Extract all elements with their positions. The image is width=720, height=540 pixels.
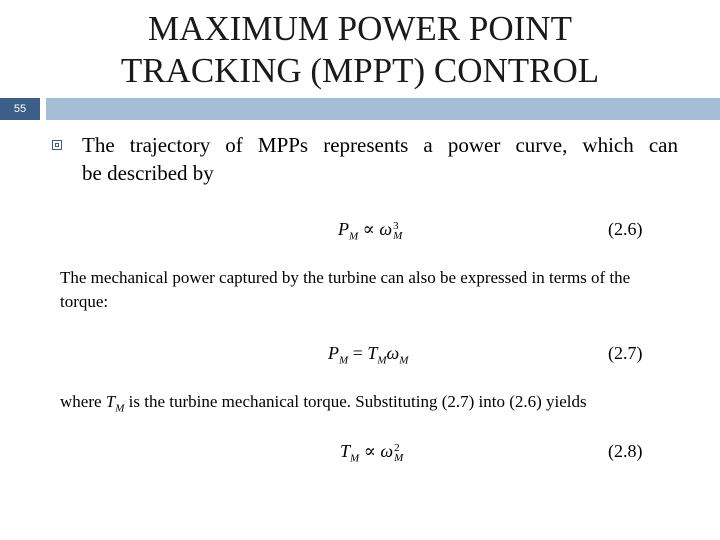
eq3-operator: ∝ <box>363 441 376 461</box>
eq3-rhs-sup: 2 <box>394 441 400 454</box>
eq2-lhs-sub: M <box>339 354 349 367</box>
body-text-1-line-1: The mechanical power captured by the turbine can also be expressed in terms of the <box>60 268 631 287</box>
equation-2-7 <box>328 342 408 372</box>
slide-title-line-1: MAXIMUM POWER POINT <box>148 9 572 48</box>
body-text-2-var-sub: M <box>115 402 125 415</box>
body-text-2 <box>60 390 658 420</box>
eq2-rhs1: T <box>367 343 378 363</box>
eq2-rhs-sub: M <box>399 354 409 367</box>
slide-title <box>0 8 720 92</box>
bullet-line-1: The trajectory of MPPs represents a power curve, which can <box>82 133 678 157</box>
bullet-paragraph <box>82 131 678 187</box>
body-text-2-before: where <box>60 392 102 411</box>
body-text-2-var: T <box>105 392 116 411</box>
eq1-rhs-sub: M <box>393 229 403 242</box>
eq2-rhs: ω <box>386 343 400 363</box>
square-bullet-icon <box>52 140 62 150</box>
accent-bar <box>46 98 720 120</box>
eq2-rhs1-sub: M <box>377 354 387 367</box>
bullet-line-2: be described by <box>82 161 214 185</box>
eq2-lhs: P <box>328 343 339 363</box>
body-text-2-after: is the turbine mechanical torque. Substituting (2.7) into (2.6) yields <box>128 392 587 411</box>
eq1-rhs-sup: 3 <box>393 219 399 232</box>
equation-2-8 <box>340 440 403 470</box>
eq3-rhs-sub: M <box>394 451 404 464</box>
eq3-rhs: ω <box>380 441 394 461</box>
eq1-lhs-sub: M <box>349 230 359 243</box>
page-number: 55 <box>0 98 40 120</box>
eq3-lhs: T <box>340 441 351 461</box>
eq3-lhs-sub: M <box>350 452 360 465</box>
eq1-operator: ∝ <box>362 219 375 239</box>
slide-title-line-2: TRACKING (MPPT) CONTROL <box>120 51 600 90</box>
eq1-rhs: ω <box>379 219 393 239</box>
eq2-operator: = <box>352 343 363 363</box>
eq1-lhs: P <box>338 219 349 239</box>
equation-number-2-8: (2.8) <box>608 441 643 461</box>
body-text-1-line-2: torque: <box>60 292 109 311</box>
equation-number-2-6: (2.6) <box>608 219 643 239</box>
equation-2-6 <box>338 218 402 248</box>
equation-number-2-7: (2.7) <box>608 343 643 363</box>
page-header-bar <box>0 98 720 120</box>
